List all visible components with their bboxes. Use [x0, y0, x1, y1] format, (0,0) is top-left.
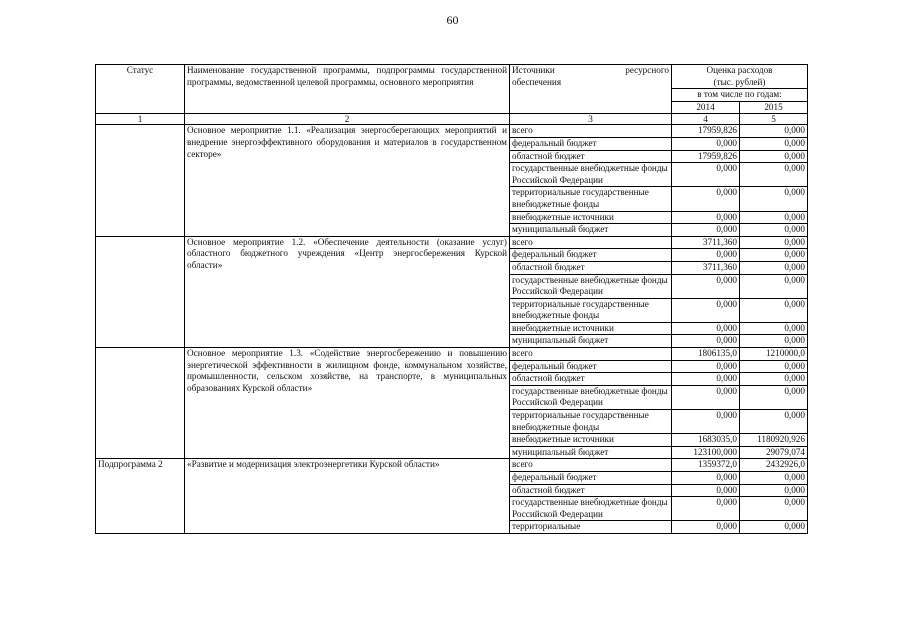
funding-source-cell: территориальные государственные внебюджетные фонды	[510, 187, 672, 211]
amount-2015-cell: 0,000	[740, 249, 808, 262]
header-sources-word2: ресурсного	[625, 65, 669, 75]
amount-2015-cell: 0,000	[740, 484, 808, 497]
header-year-2015: 2015	[740, 101, 808, 114]
amount-2015-cell: 0,000	[740, 187, 808, 211]
amount-2015-cell: 2432926,0	[740, 459, 808, 472]
table-row	[96, 348, 808, 361]
amount-2015-cell: 0,000	[740, 211, 808, 224]
header-estimate	[672, 65, 808, 89]
budget-table-body	[96, 65, 808, 534]
funding-source-cell: муниципальный бюджет	[510, 335, 672, 348]
table-row	[96, 236, 808, 249]
amount-2014-cell: 17959,826	[672, 150, 740, 163]
funding-source-cell: государственные внебюджетные фонды Российской Федерации	[510, 385, 672, 409]
amount-2015-cell: 0,000	[740, 274, 808, 298]
funding-source-cell: территориальные государственные внебюджетные фонды	[510, 410, 672, 434]
funding-source-cell: всего	[510, 459, 672, 472]
amount-2015-cell: 0,000	[740, 360, 808, 373]
funding-source-cell: государственные внебюджетные фонды Российской Федерации	[510, 274, 672, 298]
funding-source-cell: всего	[510, 348, 672, 361]
amount-2014-cell: 0,000	[672, 274, 740, 298]
amount-2014-cell: 3711,360	[672, 236, 740, 249]
amount-2014-cell: 0,000	[672, 187, 740, 211]
status-cell	[96, 125, 185, 236]
amount-2014-cell: 3711,360	[672, 261, 740, 274]
funding-source-cell: областной бюджет	[510, 373, 672, 386]
amount-2014-cell: 1806135,0	[672, 348, 740, 361]
amount-2014-cell: 0,000	[672, 410, 740, 434]
amount-2015-cell: 0,000	[740, 261, 808, 274]
funding-source-cell: федеральный бюджет	[510, 472, 672, 485]
amount-2015-cell: 0,000	[740, 373, 808, 386]
header-year-2014: 2014	[672, 101, 740, 114]
col-number-4: 4	[672, 114, 740, 125]
funding-source-cell: внебюджетные источники	[510, 322, 672, 335]
funding-source-cell: областной бюджет	[510, 150, 672, 163]
amount-2015-cell: 0,000	[740, 385, 808, 409]
program-name-cell: Основное мероприятие 1.2. «Обеспечение деятельности (оказание услуг) областного бюджетного учреждения «Центр энергосбережения Курской области»	[185, 236, 510, 347]
header-status: Статус	[96, 65, 185, 114]
funding-source-cell: внебюджетные источники	[510, 434, 672, 447]
amount-2015-cell: 0,000	[740, 150, 808, 163]
status-cell: Подпрограмма 2	[96, 459, 185, 534]
amount-2014-cell: 0,000	[672, 385, 740, 409]
funding-source-cell: муниципальный бюджет	[510, 224, 672, 237]
funding-source-cell: федеральный бюджет	[510, 137, 672, 150]
funding-source-cell: областной бюджет	[510, 484, 672, 497]
amount-2014-cell: 1359372,0	[672, 459, 740, 472]
amount-2015-cell: 0,000	[740, 410, 808, 434]
col-number-2: 2	[185, 114, 510, 125]
col-number-5: 5	[740, 114, 808, 125]
funding-source-cell: федеральный бюджет	[510, 360, 672, 373]
col-number-1: 1	[96, 114, 185, 125]
amount-2015-cell: 0,000	[740, 322, 808, 335]
funding-source-cell: федеральный бюджет	[510, 249, 672, 262]
amount-2014-cell: 0,000	[672, 484, 740, 497]
amount-2014-cell: 0,000	[672, 521, 740, 534]
amount-2015-cell: 0,000	[740, 335, 808, 348]
funding-source-cell: территориальные	[510, 521, 672, 534]
amount-2014-cell: 0,000	[672, 249, 740, 262]
amount-2014-cell: 0,000	[672, 373, 740, 386]
amount-2015-cell: 0,000	[740, 163, 808, 187]
amount-2014-cell: 0,000	[672, 335, 740, 348]
funding-source-cell: территориальные государственные внебюджетные фонды	[510, 298, 672, 322]
amount-2015-cell: 0,000	[740, 497, 808, 521]
header-sources	[510, 65, 672, 114]
header-sources-word1: Источники	[512, 65, 555, 75]
status-cell	[96, 236, 185, 347]
amount-2014-cell: 0,000	[672, 137, 740, 150]
funding-source-cell: государственные внебюджетные фонды Российской Федерации	[510, 163, 672, 187]
program-name-cell: Основное мероприятие 1.3. «Содействие энергосбережению и повышению энергетической эффективности в жилищном фонде, коммунальном хозяйстве, промышленности, сельском хозяйстве, на транспорте, в муниципальных образованиях Курской области»	[185, 348, 510, 459]
header-estimate-units: (тыс. рублей)	[713, 76, 766, 87]
amount-2015-cell: 0,000	[740, 298, 808, 322]
funding-source-cell: муниципальный бюджет	[510, 446, 672, 459]
amount-2015-cell: 0,000	[740, 224, 808, 237]
budget-table	[95, 64, 808, 534]
amount-2015-cell: 1210000,0	[740, 348, 808, 361]
header-by-years: в том числе по годам:	[672, 89, 808, 102]
table-row	[96, 459, 808, 472]
funding-source-cell: внебюджетные источники	[510, 211, 672, 224]
funding-source-cell: всего	[510, 125, 672, 138]
amount-2014-cell: 17959,826	[672, 125, 740, 138]
amount-2015-cell: 0,000	[740, 521, 808, 534]
header-row-1	[96, 65, 808, 89]
amount-2015-cell: 0,000	[740, 137, 808, 150]
amount-2014-cell: 0,000	[672, 360, 740, 373]
col-number-3: 3	[510, 114, 672, 125]
column-number-row	[96, 114, 808, 125]
amount-2014-cell: 0,000	[672, 497, 740, 521]
status-cell	[96, 348, 185, 459]
header-name: Наименование государственной программы, подпрограммы государственной программы, ведомственной целевой программы, основного мероприятия	[185, 65, 510, 114]
amount-2014-cell: 0,000	[672, 472, 740, 485]
amount-2014-cell: 1683035,0	[672, 434, 740, 447]
amount-2015-cell: 0,000	[740, 125, 808, 138]
funding-source-cell: всего	[510, 236, 672, 249]
table-row	[96, 125, 808, 138]
header-estimate-title: Оценка расходов	[706, 65, 773, 75]
amount-2015-cell: 0,000	[740, 236, 808, 249]
program-name-cell: «Развитие и модернизация электроэнергетики Курской области»	[185, 459, 510, 534]
amount-2015-cell: 0,000	[740, 472, 808, 485]
header-sources-line2: обеспечения	[512, 76, 562, 87]
amount-2014-cell: 0,000	[672, 224, 740, 237]
page-number: 60	[446, 13, 459, 27]
amount-2014-cell: 0,000	[672, 163, 740, 187]
funding-source-cell: областной бюджет	[510, 261, 672, 274]
amount-2014-cell: 123100,000	[672, 446, 740, 459]
amount-2015-cell: 1180920,926	[740, 434, 808, 447]
program-name-cell: Основное мероприятие 1.1. «Реализация энергосберегающих мероприятий и внедрение энергоэффективного оборудования и материалов в государственном секторе»	[185, 125, 510, 236]
funding-source-cell: государственные внебюджетные фонды Российской Федерации	[510, 497, 672, 521]
amount-2014-cell: 0,000	[672, 211, 740, 224]
amount-2014-cell: 0,000	[672, 322, 740, 335]
amount-2015-cell: 29079,074	[740, 446, 808, 459]
amount-2014-cell: 0,000	[672, 298, 740, 322]
